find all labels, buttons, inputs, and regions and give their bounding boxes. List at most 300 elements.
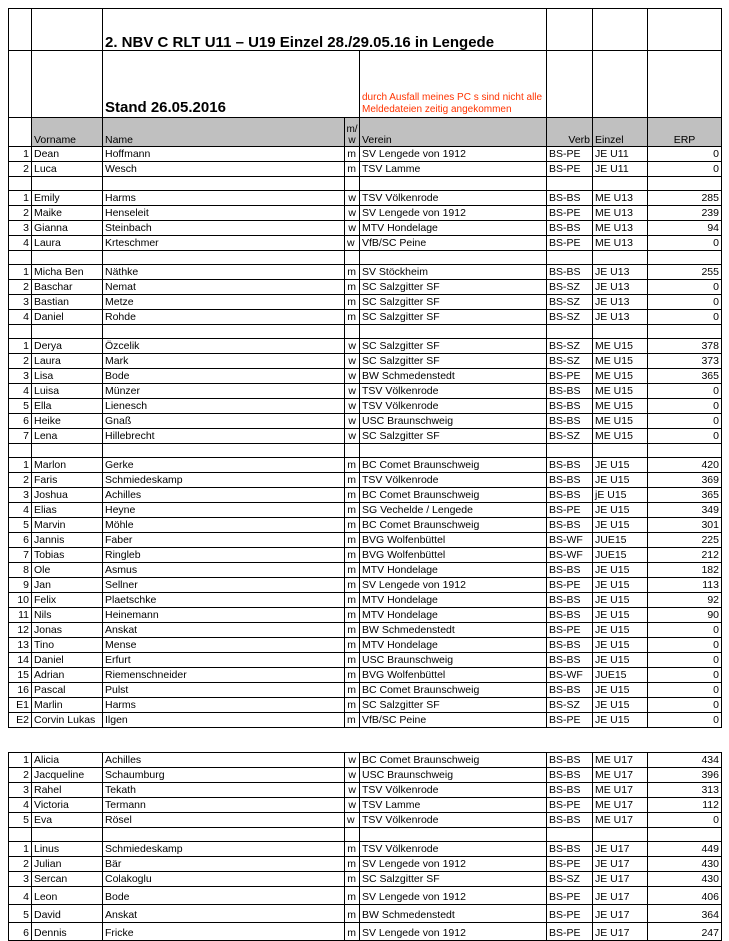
cell-verb: BS-PE [547, 578, 593, 593]
cell-mw: m [345, 518, 360, 533]
cell-einzel: ME U15 [593, 399, 648, 414]
cell-erp: 406 [648, 887, 722, 905]
cell-mw: m [345, 905, 360, 923]
header-mw-bottom: w [348, 135, 356, 146]
cell-verein: SV Lengede von 1912 [360, 887, 547, 905]
cell-nr: 1 [9, 147, 32, 162]
cell-einzel: ME U17 [593, 768, 648, 783]
cell-name: Tekath [103, 783, 345, 798]
spacer-cell [547, 444, 593, 458]
cell-nr: 9 [9, 578, 32, 593]
cell-verein: USC Braunschweig [360, 653, 547, 668]
cell-einzel: JE U17 [593, 857, 648, 872]
group-spacer [9, 177, 722, 191]
cell-verein: MTV Hondelage [360, 593, 547, 608]
cell-erp: 378 [648, 339, 722, 354]
spacer-cell [648, 828, 722, 842]
cell-nr: 5 [9, 813, 32, 828]
cell-vorname: Rahel [32, 783, 103, 798]
cell-verb: BS-BS [547, 563, 593, 578]
spacer-cell [32, 444, 103, 458]
cell-einzel: JE U15 [593, 473, 648, 488]
cell-mw: m [345, 623, 360, 638]
table-row [9, 369, 722, 384]
table-row [9, 399, 722, 414]
spacer-cell [593, 251, 648, 265]
cell-erp: 182 [648, 563, 722, 578]
cell-einzel: JE U17 [593, 905, 648, 923]
stand-date: Stand 26.05.2016 [103, 51, 360, 118]
cell-vorname: Dennis [32, 923, 103, 941]
cell-verein: BC Comet Braunschweig [360, 683, 547, 698]
cell-verb: BS-BS [547, 593, 593, 608]
spacer-cell [103, 177, 345, 191]
group-spacer [9, 444, 722, 458]
cell-verein: TSV Lamme [360, 798, 547, 813]
cell-verb: BS-SZ [547, 339, 593, 354]
cell-vorname: Jannis [32, 533, 103, 548]
cell-erp: 430 [648, 872, 722, 887]
cell-mw: w [345, 798, 360, 813]
cell-verb: BS-BS [547, 638, 593, 653]
spacer-cell [648, 325, 722, 339]
spacer-cell [32, 177, 103, 191]
cell-einzel: ME U15 [593, 339, 648, 354]
table-row [9, 458, 722, 473]
cell-verb: BS-PE [547, 887, 593, 905]
cell-mw: m [345, 503, 360, 518]
cell-erp: 0 [648, 638, 722, 653]
cell-verein: SC Salzgitter SF [360, 339, 547, 354]
table-row [9, 563, 722, 578]
cell-name: Näthke [103, 265, 345, 280]
cell-erp: 255 [648, 265, 722, 280]
cell-verb: BS-SZ [547, 280, 593, 295]
table-row [9, 842, 722, 857]
cell-mw: w [345, 354, 360, 369]
cell-erp: 90 [648, 608, 722, 623]
table-row [9, 518, 722, 533]
cell-mw: m [345, 162, 360, 177]
cell-name: Ringleb [103, 548, 345, 563]
spacer-cell [648, 177, 722, 191]
cell-name: Achilles [103, 488, 345, 503]
cell-nr: 5 [9, 399, 32, 414]
spacer-cell [103, 251, 345, 265]
cell-einzel: ME U15 [593, 354, 648, 369]
cell-name: Mark [103, 354, 345, 369]
spacer-cell [103, 444, 345, 458]
cell-verb: BS-WF [547, 548, 593, 563]
table-row [9, 753, 722, 768]
cell-vorname: Emily [32, 191, 103, 206]
cell-nr: 3 [9, 295, 32, 310]
cell-einzel: ME U15 [593, 384, 648, 399]
cell-nr: 2 [9, 857, 32, 872]
table-row [9, 162, 722, 177]
table-row [9, 147, 722, 162]
cell-erp: 0 [648, 813, 722, 828]
cell-verein: TSV Völkenrode [360, 783, 547, 798]
cell-mw: m [345, 698, 360, 713]
cell-name: Anskat [103, 905, 345, 923]
cell-einzel: jE U15 [593, 488, 648, 503]
cell-nr: 1 [9, 265, 32, 280]
cell-verb: BS-SZ [547, 429, 593, 444]
cell-nr: 4 [9, 384, 32, 399]
cell-nr: 11 [9, 608, 32, 623]
cell-vorname: Luca [32, 162, 103, 177]
cell-erp: 0 [648, 698, 722, 713]
cell-nr: 15 [9, 668, 32, 683]
cell-mw: m [345, 563, 360, 578]
cell-verb: BS-BS [547, 488, 593, 503]
cell-vorname: Tobias [32, 548, 103, 563]
cell-vorname: Nils [32, 608, 103, 623]
cell-nr: 2 [9, 162, 32, 177]
cell-erp: 373 [648, 354, 722, 369]
cell-einzel: ME U13 [593, 221, 648, 236]
cell-vorname: Luisa [32, 384, 103, 399]
cell-erp: 239 [648, 206, 722, 221]
spacer-cell [103, 828, 345, 842]
cell-einzel: JUE15 [593, 533, 648, 548]
cell-name: Erfurt [103, 653, 345, 668]
cell-einzel: JE U17 [593, 923, 648, 941]
cell-verein: SV Lengede von 1912 [360, 923, 547, 941]
cell-name: Termann [103, 798, 345, 813]
cell-name: Bode [103, 887, 345, 905]
spacer-cell [9, 828, 32, 842]
cell-erp: 0 [648, 295, 722, 310]
cell-mw: w [345, 753, 360, 768]
cell-mw: w [345, 813, 360, 828]
cell-erp: 301 [648, 518, 722, 533]
cell-nr: 3 [9, 783, 32, 798]
cell-name: Münzer [103, 384, 345, 399]
cell-nr: 3 [9, 221, 32, 236]
cell-nr: 1 [9, 458, 32, 473]
spacer-cell [345, 251, 360, 265]
cell-vorname: Marlon [32, 458, 103, 473]
cell-vorname: Leon [32, 887, 103, 905]
table-row [9, 310, 722, 325]
cell-mw: w [345, 429, 360, 444]
cell-name: Anskat [103, 623, 345, 638]
cell-verb: BS-BS [547, 221, 593, 236]
cell-nr: 4 [9, 798, 32, 813]
group-spacer [9, 251, 722, 265]
cell-verein: USC Braunschweig [360, 768, 547, 783]
cell-name: Faber [103, 533, 345, 548]
cell-name: Gerke [103, 458, 345, 473]
cell-nr: 6 [9, 414, 32, 429]
spacer-cell [360, 444, 547, 458]
cell-nr: 10 [9, 593, 32, 608]
cell-verein: MTV Hondelage [360, 563, 547, 578]
header-row [9, 118, 722, 147]
spacer-cell [32, 828, 103, 842]
cell-verb: BS-BS [547, 683, 593, 698]
cell-vorname: Laura [32, 354, 103, 369]
spacer-cell [345, 828, 360, 842]
cell-name: Wesch [103, 162, 345, 177]
cell-einzel: JE U15 [593, 458, 648, 473]
cell-einzel: JE U15 [593, 518, 648, 533]
spacer-cell [360, 251, 547, 265]
cell-name: Heinemann [103, 608, 345, 623]
cell-erp: 420 [648, 458, 722, 473]
cell-verein: BVG Wolfenbüttel [360, 533, 547, 548]
cell-erp: 430 [648, 857, 722, 872]
cell-erp: 0 [648, 713, 722, 728]
cell-nr: 3 [9, 369, 32, 384]
cell-vorname: Corvin Lukas [32, 713, 103, 728]
table-row [9, 668, 722, 683]
cell-nr: 7 [9, 429, 32, 444]
table-row [9, 384, 722, 399]
cell-name: Ilgen [103, 713, 345, 728]
cell-name: Sellner [103, 578, 345, 593]
table-row [9, 905, 722, 923]
cell-einzel: JE U17 [593, 872, 648, 887]
cell-verb: BS-SZ [547, 354, 593, 369]
cell-verein: BC Comet Braunschweig [360, 488, 547, 503]
cell-verb: BS-PE [547, 798, 593, 813]
cell-nr: 1 [9, 339, 32, 354]
cell-nr: 4 [9, 887, 32, 905]
cell-erp: 0 [648, 399, 722, 414]
cell-mw: m [345, 608, 360, 623]
cell-nr: 4 [9, 310, 32, 325]
table-row [9, 798, 722, 813]
cell-mw: w [345, 191, 360, 206]
table-row [9, 503, 722, 518]
cell-vorname: Gianna [32, 221, 103, 236]
header-vorname: Vorname [32, 118, 103, 147]
cell-verb: BS-BS [547, 813, 593, 828]
cell-erp: 365 [648, 488, 722, 503]
header-name: Name [103, 118, 345, 147]
cell-mw: m [345, 683, 360, 698]
cell-verb: BS-PE [547, 162, 593, 177]
cell-erp: 0 [648, 653, 722, 668]
cell-verein: SV Stöckheim [360, 265, 547, 280]
cell-vorname: Elias [32, 503, 103, 518]
cell-verein: BW Schmedenstedt [360, 623, 547, 638]
cell-mw: m [345, 280, 360, 295]
cell-erp: 434 [648, 753, 722, 768]
table-row [9, 593, 722, 608]
cell-erp: 0 [648, 310, 722, 325]
spacer-cell [547, 177, 593, 191]
table-row [9, 923, 722, 941]
spacer-cell [593, 177, 648, 191]
spacer-cell [9, 251, 32, 265]
table-row [9, 872, 722, 887]
cell-erp: 0 [648, 147, 722, 162]
table-row [9, 683, 722, 698]
cell-name: Plaetschke [103, 593, 345, 608]
table-row [9, 783, 722, 798]
cell-nr: 3 [9, 488, 32, 503]
cell-vorname: Marlin [32, 698, 103, 713]
cell-nr: 12 [9, 623, 32, 638]
header-verb: Verb [547, 118, 593, 147]
cell-erp: 364 [648, 905, 722, 923]
cell-name: Hillebrecht [103, 429, 345, 444]
cell-verb: BS-PE [547, 857, 593, 872]
cell-erp: 0 [648, 623, 722, 638]
spacer-cell [593, 828, 648, 842]
cell-verb: BS-WF [547, 533, 593, 548]
cell-erp: 0 [648, 162, 722, 177]
header-verein: Verein [360, 118, 547, 147]
cell-verb: BS-PE [547, 147, 593, 162]
cell-erp: 225 [648, 533, 722, 548]
cell-einzel: JE U15 [593, 563, 648, 578]
cell-verein: BW Schmedenstedt [360, 905, 547, 923]
cell-einzel: JE U17 [593, 887, 648, 905]
table-row [9, 768, 722, 783]
cell-name: Riemenschneider [103, 668, 345, 683]
cell-name: Rösel [103, 813, 345, 828]
cell-nr: 2 [9, 768, 32, 783]
cell-verb: BS-BS [547, 458, 593, 473]
cell-nr: 4 [9, 236, 32, 251]
cell-einzel: JE U17 [593, 842, 648, 857]
cell-nr: 2 [9, 280, 32, 295]
cell-vorname: Eva [32, 813, 103, 828]
cell-einzel: JE U15 [593, 683, 648, 698]
header-mw [345, 118, 360, 147]
spacer-cell [360, 828, 547, 842]
group-spacer [9, 325, 722, 339]
cell-mw: w [345, 768, 360, 783]
cell-nr: 5 [9, 905, 32, 923]
cell-vorname: Bastian [32, 295, 103, 310]
cell-verein: BW Schmedenstedt [360, 369, 547, 384]
cell-name: Bode [103, 369, 345, 384]
cell-mw: m [345, 548, 360, 563]
cell-vorname: Heike [32, 414, 103, 429]
cell-verb: BS-SZ [547, 310, 593, 325]
table-row [9, 221, 722, 236]
cell-vorname: Adrian [32, 668, 103, 683]
cell-mw: w [345, 369, 360, 384]
cell-nr: 8 [9, 563, 32, 578]
cell-name: Harms [103, 191, 345, 206]
cell-verein: TSV Völkenrode [360, 813, 547, 828]
cell-verb: BS-BS [547, 191, 593, 206]
spacer-cell [9, 177, 32, 191]
spacer-cell [9, 325, 32, 339]
cell-vorname: Victoria [32, 798, 103, 813]
cell-verein: BC Comet Braunschweig [360, 753, 547, 768]
cell-verb: BS-SZ [547, 698, 593, 713]
cell-verein: USC Braunschweig [360, 414, 547, 429]
table-row [9, 638, 722, 653]
table-row [9, 280, 722, 295]
cell-verb: BS-PE [547, 503, 593, 518]
cell-name: Henseleit [103, 206, 345, 221]
cell-erp: 396 [648, 768, 722, 783]
cell-erp: 349 [648, 503, 722, 518]
cell-einzel: ME U17 [593, 798, 648, 813]
header-mw-top: m/ [346, 124, 358, 135]
cell-vorname: Felix [32, 593, 103, 608]
table-row [9, 713, 722, 728]
cell-einzel: JE U15 [593, 713, 648, 728]
spacer-cell [360, 325, 547, 339]
cell-vorname: Marvin [32, 518, 103, 533]
cell-mw: m [345, 857, 360, 872]
cell-name: Bär [103, 857, 345, 872]
cell-vorname: Alicia [32, 753, 103, 768]
cell-verb: BS-BS [547, 608, 593, 623]
cell-verb: BS-BS [547, 842, 593, 857]
cell-mw: w [345, 206, 360, 221]
table-row [9, 608, 722, 623]
cell-verb: BS-BS [547, 414, 593, 429]
cell-nr: 3 [9, 872, 32, 887]
cell-nr: 14 [9, 653, 32, 668]
spacer-cell [593, 325, 648, 339]
table-row [9, 813, 722, 828]
cell-name: Schaumburg [103, 768, 345, 783]
cell-erp: 369 [648, 473, 722, 488]
cell-name: Pulst [103, 683, 345, 698]
cell-mw: w [345, 236, 360, 251]
cell-nr: 1 [9, 842, 32, 857]
spacer-cell [32, 251, 103, 265]
table-row [9, 429, 722, 444]
cell-vorname: Sercan [32, 872, 103, 887]
cell-erp: 113 [648, 578, 722, 593]
cell-erp: 0 [648, 683, 722, 698]
cell-name: Hoffmann [103, 147, 345, 162]
cell-nr: 4 [9, 503, 32, 518]
cell-verein: SV Lengede von 1912 [360, 147, 547, 162]
cell-einzel: JE U15 [593, 623, 648, 638]
cell-verein: VfB/SC Peine [360, 236, 547, 251]
cell-einzel: JE U11 [593, 147, 648, 162]
spacer-cell [345, 444, 360, 458]
cell-name: Asmus [103, 563, 345, 578]
cell-einzel: ME U13 [593, 191, 648, 206]
cell-verb: BS-BS [547, 783, 593, 798]
table-row [9, 578, 722, 593]
cell-vorname: Faris [32, 473, 103, 488]
cell-mw: m [345, 668, 360, 683]
cell-mw: w [345, 339, 360, 354]
table-row [9, 548, 722, 563]
cell-vorname: Pascal [32, 683, 103, 698]
spacer-cell [547, 325, 593, 339]
cell-name: Lienesch [103, 399, 345, 414]
table-row [9, 473, 722, 488]
cell-verein: BVG Wolfenbüttel [360, 668, 547, 683]
cell-verb: BS-WF [547, 668, 593, 683]
cell-mw: m [345, 842, 360, 857]
cell-mw: m [345, 593, 360, 608]
cell-erp: 449 [648, 842, 722, 857]
cell-name: Krteschmer [103, 236, 345, 251]
cell-vorname: Jan [32, 578, 103, 593]
cell-verein: TSV Völkenrode [360, 842, 547, 857]
cell-verb: BS-BS [547, 653, 593, 668]
spacer-cell [32, 325, 103, 339]
